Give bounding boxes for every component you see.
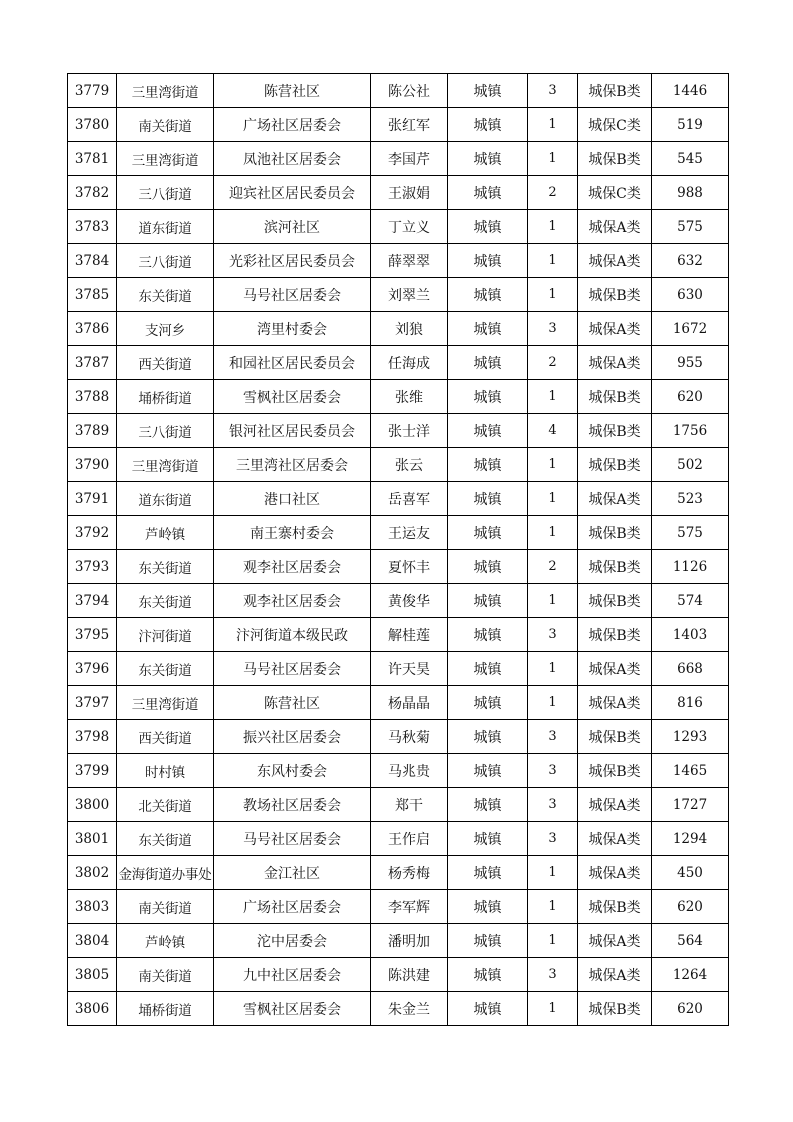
community-cell: 和园社区居民委员会	[214, 346, 371, 380]
household-count-cell: 1	[528, 516, 578, 550]
row-id: 3790	[68, 448, 117, 482]
amount-cell: 816	[652, 686, 729, 720]
category-cell: 城保B类	[578, 890, 652, 924]
type-cell: 城镇	[448, 176, 528, 210]
table-row	[68, 992, 729, 1026]
records-table	[67, 73, 729, 1026]
household-count-cell: 1	[528, 992, 578, 1026]
table-row	[68, 380, 729, 414]
type-cell: 城镇	[448, 890, 528, 924]
table-row	[68, 720, 729, 754]
table-row	[68, 448, 729, 482]
table-body	[68, 74, 729, 1026]
amount-cell: 620	[652, 992, 729, 1026]
community-cell: 汴河街道本级民政	[214, 618, 371, 652]
name-cell: 郑干	[371, 788, 448, 822]
community-cell: 凤池社区居委会	[214, 142, 371, 176]
type-cell: 城镇	[448, 924, 528, 958]
name-cell: 潘明加	[371, 924, 448, 958]
row-id: 3797	[68, 686, 117, 720]
table-row	[68, 686, 729, 720]
community-cell: 雪枫社区居委会	[214, 380, 371, 414]
amount-cell: 545	[652, 142, 729, 176]
community-cell: 滨河社区	[214, 210, 371, 244]
row-id: 3784	[68, 244, 117, 278]
name-cell: 刘狼	[371, 312, 448, 346]
type-cell: 城镇	[448, 482, 528, 516]
street-cell: 东关街道	[117, 550, 214, 584]
row-id: 3803	[68, 890, 117, 924]
table-row	[68, 74, 729, 108]
household-count-cell: 1	[528, 584, 578, 618]
community-cell: 振兴社区居委会	[214, 720, 371, 754]
household-count-cell: 1	[528, 652, 578, 686]
amount-cell: 1293	[652, 720, 729, 754]
category-cell: 城保B类	[578, 550, 652, 584]
row-id: 3800	[68, 788, 117, 822]
type-cell: 城镇	[448, 278, 528, 312]
street-cell: 东关街道	[117, 652, 214, 686]
street-cell: 埇桥街道	[117, 992, 214, 1026]
street-cell: 北关街道	[117, 788, 214, 822]
household-count-cell: 3	[528, 618, 578, 652]
amount-cell: 620	[652, 380, 729, 414]
household-count-cell: 3	[528, 958, 578, 992]
household-count-cell: 1	[528, 278, 578, 312]
type-cell: 城镇	[448, 244, 528, 278]
row-id: 3792	[68, 516, 117, 550]
category-cell: 城保A类	[578, 686, 652, 720]
amount-cell: 523	[652, 482, 729, 516]
street-cell: 东关街道	[117, 822, 214, 856]
amount-cell: 1126	[652, 550, 729, 584]
street-cell: 南关街道	[117, 108, 214, 142]
table-row	[68, 958, 729, 992]
table-row	[68, 652, 729, 686]
street-cell: 时村镇	[117, 754, 214, 788]
street-cell: 三里湾街道	[117, 142, 214, 176]
amount-cell: 574	[652, 584, 729, 618]
table-row	[68, 482, 729, 516]
row-id: 3787	[68, 346, 117, 380]
type-cell: 城镇	[448, 788, 528, 822]
row-id: 3781	[68, 142, 117, 176]
community-cell: 马号社区居委会	[214, 652, 371, 686]
category-cell: 城保B类	[578, 414, 652, 448]
amount-cell: 630	[652, 278, 729, 312]
community-cell: 观李社区居委会	[214, 584, 371, 618]
table-row	[68, 108, 729, 142]
community-cell: 观李社区居委会	[214, 550, 371, 584]
type-cell: 城镇	[448, 516, 528, 550]
community-cell: 光彩社区居民委员会	[214, 244, 371, 278]
street-cell: 芦岭镇	[117, 516, 214, 550]
category-cell: 城保A类	[578, 788, 652, 822]
category-cell: 城保A类	[578, 244, 652, 278]
table-row	[68, 210, 729, 244]
amount-cell: 1727	[652, 788, 729, 822]
amount-cell: 502	[652, 448, 729, 482]
household-count-cell: 3	[528, 788, 578, 822]
category-cell: 城保A类	[578, 210, 652, 244]
row-id: 3801	[68, 822, 117, 856]
household-count-cell: 3	[528, 754, 578, 788]
street-cell: 西关街道	[117, 346, 214, 380]
household-count-cell: 2	[528, 176, 578, 210]
type-cell: 城镇	[448, 584, 528, 618]
street-cell: 三八街道	[117, 244, 214, 278]
row-id: 3779	[68, 74, 117, 108]
row-id: 3789	[68, 414, 117, 448]
type-cell: 城镇	[448, 550, 528, 584]
name-cell: 任海成	[371, 346, 448, 380]
table-row	[68, 346, 729, 380]
row-id: 3802	[68, 856, 117, 890]
street-cell: 三八街道	[117, 176, 214, 210]
household-count-cell: 3	[528, 312, 578, 346]
row-id: 3783	[68, 210, 117, 244]
amount-cell: 450	[652, 856, 729, 890]
street-cell: 道东街道	[117, 210, 214, 244]
amount-cell: 1264	[652, 958, 729, 992]
household-count-cell: 1	[528, 924, 578, 958]
street-cell: 三八街道	[117, 414, 214, 448]
name-cell: 陈公社	[371, 74, 448, 108]
row-id: 3791	[68, 482, 117, 516]
amount-cell: 564	[652, 924, 729, 958]
household-count-cell: 1	[528, 108, 578, 142]
community-cell: 马号社区居委会	[214, 278, 371, 312]
category-cell: 城保B类	[578, 278, 652, 312]
amount-cell: 1446	[652, 74, 729, 108]
community-cell: 广场社区居委会	[214, 108, 371, 142]
row-id: 3806	[68, 992, 117, 1026]
street-cell: 埇桥街道	[117, 380, 214, 414]
type-cell: 城镇	[448, 380, 528, 414]
name-cell: 陈洪建	[371, 958, 448, 992]
amount-cell: 519	[652, 108, 729, 142]
category-cell: 城保B类	[578, 992, 652, 1026]
type-cell: 城镇	[448, 210, 528, 244]
category-cell: 城保A类	[578, 958, 652, 992]
category-cell: 城保B类	[578, 74, 652, 108]
household-count-cell: 1	[528, 686, 578, 720]
name-cell: 岳喜军	[371, 482, 448, 516]
household-count-cell: 1	[528, 244, 578, 278]
type-cell: 城镇	[448, 74, 528, 108]
street-cell: 东关街道	[117, 584, 214, 618]
type-cell: 城镇	[448, 448, 528, 482]
row-id: 3795	[68, 618, 117, 652]
street-cell: 金海街道办事处	[117, 856, 214, 890]
row-id: 3796	[68, 652, 117, 686]
household-count-cell: 3	[528, 74, 578, 108]
type-cell: 城镇	[448, 686, 528, 720]
table-row	[68, 516, 729, 550]
household-count-cell: 1	[528, 380, 578, 414]
type-cell: 城镇	[448, 414, 528, 448]
name-cell: 黄俊华	[371, 584, 448, 618]
household-count-cell: 3	[528, 720, 578, 754]
row-id: 3799	[68, 754, 117, 788]
table-row	[68, 414, 729, 448]
row-id: 3780	[68, 108, 117, 142]
table-row	[68, 788, 729, 822]
community-cell: 九中社区居委会	[214, 958, 371, 992]
amount-cell: 575	[652, 516, 729, 550]
row-id: 3782	[68, 176, 117, 210]
name-cell: 夏怀丰	[371, 550, 448, 584]
row-id: 3804	[68, 924, 117, 958]
household-count-cell: 1	[528, 482, 578, 516]
type-cell: 城镇	[448, 618, 528, 652]
name-cell: 王作启	[371, 822, 448, 856]
community-cell: 沱中居委会	[214, 924, 371, 958]
type-cell: 城镇	[448, 958, 528, 992]
street-cell: 南关街道	[117, 890, 214, 924]
household-count-cell: 1	[528, 448, 578, 482]
type-cell: 城镇	[448, 992, 528, 1026]
name-cell: 杨秀梅	[371, 856, 448, 890]
type-cell: 城镇	[448, 108, 528, 142]
table-row	[68, 754, 729, 788]
table-row	[68, 924, 729, 958]
amount-cell: 575	[652, 210, 729, 244]
table-row	[68, 312, 729, 346]
amount-cell: 1294	[652, 822, 729, 856]
table-row	[68, 890, 729, 924]
household-count-cell: 1	[528, 142, 578, 176]
table-row	[68, 278, 729, 312]
name-cell: 杨晶晶	[371, 686, 448, 720]
household-count-cell: 2	[528, 346, 578, 380]
type-cell: 城镇	[448, 312, 528, 346]
amount-cell: 955	[652, 346, 729, 380]
table-row	[68, 550, 729, 584]
name-cell: 薛翠翠	[371, 244, 448, 278]
community-cell: 广场社区居委会	[214, 890, 371, 924]
street-cell: 三里湾街道	[117, 686, 214, 720]
category-cell: 城保A类	[578, 312, 652, 346]
community-cell: 雪枫社区居委会	[214, 992, 371, 1026]
street-cell: 南关街道	[117, 958, 214, 992]
category-cell: 城保B类	[578, 142, 652, 176]
name-cell: 马秋菊	[371, 720, 448, 754]
community-cell: 马号社区居委会	[214, 822, 371, 856]
category-cell: 城保B类	[578, 754, 652, 788]
community-cell: 湾里村委会	[214, 312, 371, 346]
type-cell: 城镇	[448, 856, 528, 890]
category-cell: 城保A类	[578, 924, 652, 958]
name-cell: 李国芹	[371, 142, 448, 176]
community-cell: 三里湾社区居委会	[214, 448, 371, 482]
name-cell: 马兆贵	[371, 754, 448, 788]
category-cell: 城保B类	[578, 584, 652, 618]
community-cell: 迎宾社区居民委员会	[214, 176, 371, 210]
type-cell: 城镇	[448, 822, 528, 856]
community-cell: 南王寨村委会	[214, 516, 371, 550]
amount-cell: 668	[652, 652, 729, 686]
street-cell: 三里湾街道	[117, 448, 214, 482]
amount-cell: 1403	[652, 618, 729, 652]
community-cell: 陈营社区	[214, 686, 371, 720]
row-id: 3785	[68, 278, 117, 312]
table-row	[68, 142, 729, 176]
table-row	[68, 856, 729, 890]
category-cell: 城保A类	[578, 482, 652, 516]
category-cell: 城保A类	[578, 856, 652, 890]
community-cell: 东风村委会	[214, 754, 371, 788]
street-cell: 道东街道	[117, 482, 214, 516]
table-row	[68, 584, 729, 618]
row-id: 3793	[68, 550, 117, 584]
amount-cell: 988	[652, 176, 729, 210]
category-cell: 城保C类	[578, 108, 652, 142]
name-cell: 李军辉	[371, 890, 448, 924]
category-cell: 城保B类	[578, 720, 652, 754]
category-cell: 城保C类	[578, 176, 652, 210]
type-cell: 城镇	[448, 652, 528, 686]
street-cell: 芦岭镇	[117, 924, 214, 958]
table-row	[68, 822, 729, 856]
category-cell: 城保A类	[578, 652, 652, 686]
row-id: 3788	[68, 380, 117, 414]
type-cell: 城镇	[448, 346, 528, 380]
type-cell: 城镇	[448, 142, 528, 176]
row-id: 3794	[68, 584, 117, 618]
amount-cell: 1756	[652, 414, 729, 448]
community-cell: 陈营社区	[214, 74, 371, 108]
category-cell: 城保A类	[578, 346, 652, 380]
street-cell: 三里湾街道	[117, 74, 214, 108]
street-cell: 西关街道	[117, 720, 214, 754]
type-cell: 城镇	[448, 754, 528, 788]
category-cell: 城保A类	[578, 822, 652, 856]
category-cell: 城保B类	[578, 618, 652, 652]
household-count-cell: 1	[528, 890, 578, 924]
name-cell: 张维	[371, 380, 448, 414]
household-count-cell: 3	[528, 822, 578, 856]
street-cell: 东关街道	[117, 278, 214, 312]
type-cell: 城镇	[448, 720, 528, 754]
street-cell: 汴河街道	[117, 618, 214, 652]
amount-cell: 620	[652, 890, 729, 924]
street-cell: 支河乡	[117, 312, 214, 346]
table-row	[68, 176, 729, 210]
name-cell: 张红军	[371, 108, 448, 142]
name-cell: 朱金兰	[371, 992, 448, 1026]
community-cell: 金江社区	[214, 856, 371, 890]
name-cell: 王运友	[371, 516, 448, 550]
category-cell: 城保B类	[578, 448, 652, 482]
row-id: 3805	[68, 958, 117, 992]
name-cell: 丁立义	[371, 210, 448, 244]
community-cell: 教场社区居委会	[214, 788, 371, 822]
community-cell: 银河社区居民委员会	[214, 414, 371, 448]
table-row	[68, 244, 729, 278]
household-count-cell: 2	[528, 550, 578, 584]
name-cell: 王淑娟	[371, 176, 448, 210]
amount-cell: 1672	[652, 312, 729, 346]
amount-cell: 632	[652, 244, 729, 278]
category-cell: 城保B类	[578, 516, 652, 550]
community-cell: 港口社区	[214, 482, 371, 516]
name-cell: 张云	[371, 448, 448, 482]
category-cell: 城保B类	[578, 380, 652, 414]
name-cell: 刘翠兰	[371, 278, 448, 312]
amount-cell: 1465	[652, 754, 729, 788]
row-id: 3798	[68, 720, 117, 754]
table-row	[68, 618, 729, 652]
name-cell: 张士洋	[371, 414, 448, 448]
name-cell: 许天昊	[371, 652, 448, 686]
household-count-cell: 1	[528, 856, 578, 890]
household-count-cell: 4	[528, 414, 578, 448]
household-count-cell: 1	[528, 210, 578, 244]
row-id: 3786	[68, 312, 117, 346]
name-cell: 解桂莲	[371, 618, 448, 652]
